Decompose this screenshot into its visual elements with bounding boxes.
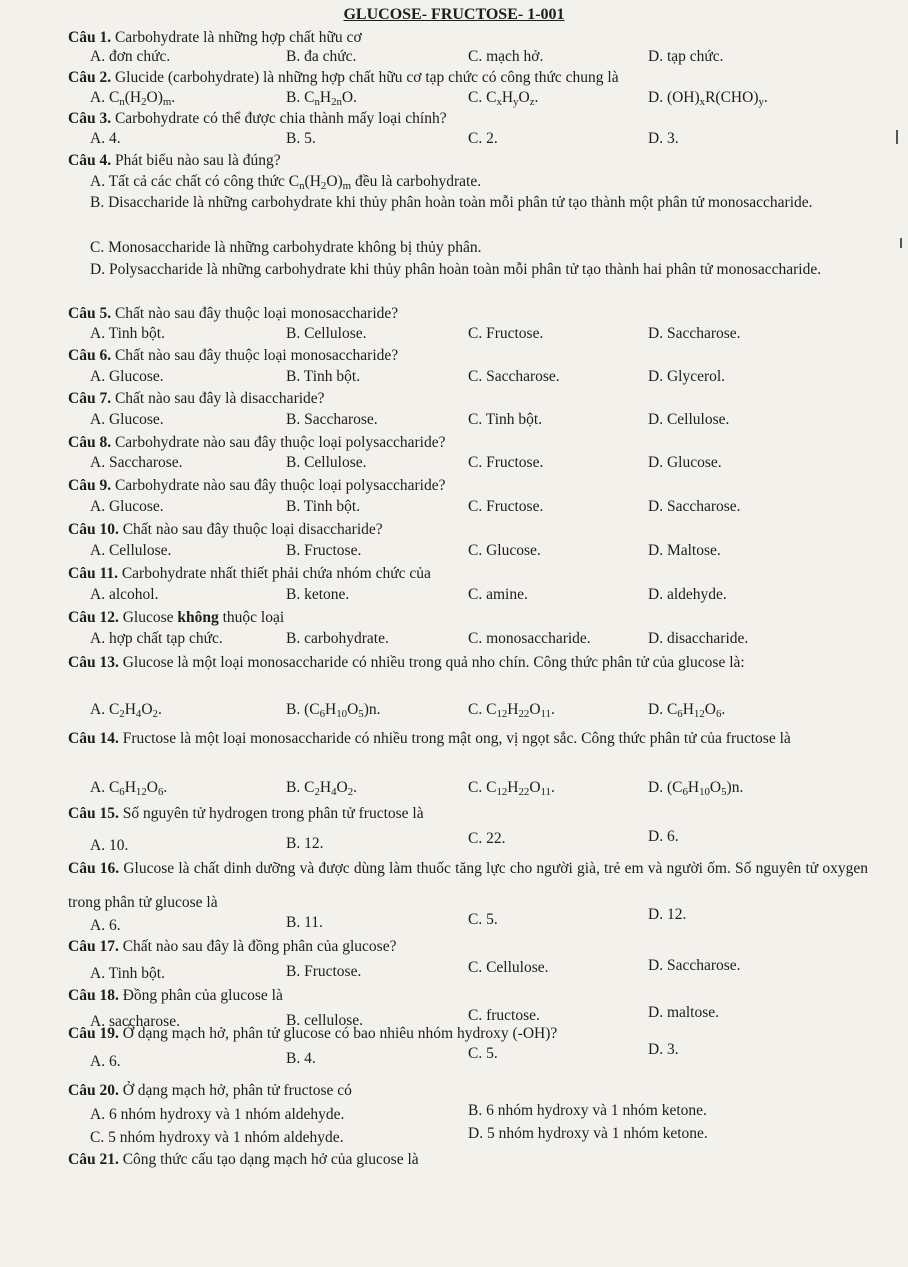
options-14 bbox=[90, 778, 868, 797]
margin-mark bbox=[900, 238, 902, 248]
option-b[interactable]: B. ketone. bbox=[286, 586, 350, 603]
options-20b bbox=[90, 1124, 868, 1146]
question-7: Câu 7. Chất nào sau đây là disaccharide? bbox=[68, 390, 325, 407]
option-b[interactable]: B. Fructose. bbox=[286, 542, 362, 559]
option-a[interactable]: A. $C_2H_4O_2$. bbox=[90, 701, 162, 720]
option-a[interactable]: A. alcohol. bbox=[90, 586, 159, 603]
option-c[interactable]: C. fructose. bbox=[468, 1007, 540, 1024]
options-8 bbox=[90, 453, 868, 472]
options-5 bbox=[90, 324, 868, 343]
option-d[interactable]: D. aldehyde. bbox=[648, 586, 727, 603]
option-d[interactable]: D. $C_6H_{12}O_6$. bbox=[648, 701, 726, 720]
option-d[interactable]: D. Glycerol. bbox=[648, 368, 726, 385]
options-3 bbox=[90, 129, 868, 148]
option-a[interactable]: A. 6 nhóm hydroxy và 1 nhóm aldehyde. bbox=[90, 1106, 345, 1123]
option-a[interactable]: A. 6. bbox=[90, 1053, 121, 1070]
options-12 bbox=[90, 629, 868, 648]
option-d[interactable]: D. 3. bbox=[648, 1041, 679, 1058]
option-c[interactable]: C. Glucose. bbox=[468, 542, 541, 559]
options-19 bbox=[90, 1041, 868, 1070]
option-b[interactable]: B. 6 nhóm hydroxy và 1 nhóm ketone. bbox=[468, 1102, 707, 1119]
option-b[interactable]: B. 4. bbox=[286, 1050, 316, 1067]
options-2 bbox=[90, 88, 868, 107]
option-c[interactable]: C. $C_xH_yO_z$. bbox=[468, 89, 539, 108]
question-14: Câu 14. Fructose là một loại monosaccharide có nhiều trong mật ong, vị ngọt sắc. Công thức phân tử của fructose là bbox=[68, 730, 791, 747]
options-15 bbox=[90, 827, 868, 854]
option-b[interactable]: B. Tinh bột. bbox=[286, 368, 361, 385]
option-b[interactable]: B. carbohydrate. bbox=[286, 630, 389, 647]
question-20: Câu 20. Ở dạng mạch hở, phân tử fructose có bbox=[68, 1082, 352, 1099]
question-19: Câu 19. Ở dạng mạch hở, phân tử glucose có bao nhiêu nhóm hydroxy (-OH)? bbox=[68, 1025, 558, 1042]
option-a[interactable]: A. Tinh bột. bbox=[90, 965, 165, 982]
option-d[interactable]: D. disaccharide. bbox=[648, 630, 749, 647]
option-d[interactable]: D. Saccharose. bbox=[648, 498, 741, 515]
option-b[interactable]: B. 5. bbox=[286, 130, 316, 147]
option-d[interactable]: D. Cellulose. bbox=[648, 411, 730, 428]
option-a[interactable]: A. Saccharose. bbox=[90, 454, 183, 471]
question-5: Câu 5. Chất nào sau đây thuộc loại monosaccharide? bbox=[68, 305, 399, 322]
option-b[interactable]: B. cellulose. bbox=[286, 1012, 364, 1029]
option-c[interactable]: C. 22. bbox=[468, 830, 506, 847]
options-17 bbox=[90, 957, 868, 982]
option-b[interactable]: B. Saccharose. bbox=[286, 411, 378, 428]
question-3: Câu 3. Carbohydrate có thể được chia thành mấy loại chính? bbox=[68, 110, 447, 127]
option-a[interactable]: A. $C_n(H_2O)_m$. bbox=[90, 89, 176, 108]
option-a[interactable]: A. Glucose. bbox=[90, 411, 164, 428]
question-8: Câu 8. Carbohydrate nào sau đây thuộc loại polysaccharide? bbox=[68, 434, 446, 451]
option-c[interactable]: C. Saccharose. bbox=[468, 368, 560, 385]
options-20a bbox=[90, 1101, 868, 1123]
option-c[interactable]: C. monosaccharide. bbox=[468, 630, 591, 647]
option-d[interactable]: D. Saccharose. bbox=[648, 957, 741, 974]
question-11: Câu 11. Carbohydrate nhất thiết phải chứa nhóm chức của bbox=[68, 565, 431, 582]
option-c[interactable]: C. Tinh bột. bbox=[468, 411, 543, 428]
option-a[interactable]: A. Tất cả các chất có công thức $C_n(H_2O)_m$ đều là carbohydrate. bbox=[90, 173, 482, 192]
option-b[interactable]: B. Tinh bột. bbox=[286, 498, 361, 515]
option-a[interactable]: A. Tinh bột. bbox=[90, 325, 165, 342]
option-d[interactable]: D. $(C_6H_{10}O_5)n$. bbox=[648, 779, 744, 798]
question-10: Câu 10. Chất nào sau đây thuộc loại disaccharide? bbox=[68, 521, 383, 538]
option-d[interactable]: D. Polysaccharide là những carbohydrate khi thủy phân hoàn toàn mỗi phân tử tạo thành hai phân tử monosaccharide. bbox=[90, 261, 822, 278]
option-c[interactable]: C. $C_{12}H_{22}O_{11}$. bbox=[468, 779, 555, 798]
option-d[interactable]: D. Saccharose. bbox=[648, 325, 741, 342]
option-a[interactable]: A. Glucose. bbox=[90, 498, 164, 515]
option-d[interactable]: D. Maltose. bbox=[648, 542, 721, 559]
page-title: GLUCOSE- FRUCTOSE- 1-001 bbox=[343, 6, 565, 23]
option-c[interactable]: C. Fructose. bbox=[468, 498, 544, 515]
option-c[interactable]: C. Cellulose. bbox=[468, 959, 549, 976]
question-15: Câu 15. Số nguyên tử hydrogen trong phân tử fructose là bbox=[68, 805, 424, 822]
option-b[interactable]: B. $(C_6H_{10}O_5)n$. bbox=[286, 701, 381, 720]
option-c[interactable]: C. amine. bbox=[468, 586, 528, 603]
options-1 bbox=[90, 47, 868, 66]
options-6 bbox=[90, 367, 868, 386]
option-d[interactable]: D. 12. bbox=[648, 906, 687, 923]
option-a[interactable]: A. đơn chức. bbox=[90, 48, 171, 65]
options-11 bbox=[90, 585, 868, 604]
question-9: Câu 9. Carbohydrate nào sau đây thuộc loại polysaccharide? bbox=[68, 477, 446, 494]
question-1: Câu 1. Carbohydrate là những hợp chất hữu cơ bbox=[68, 29, 362, 46]
option-b[interactable]: B. Cellulose. bbox=[286, 325, 367, 342]
option-a[interactable]: A. 4. bbox=[90, 130, 121, 147]
question-13: Câu 13. Glucose là một loại monosaccharide có nhiều trong quả nho chín. Công thức phân tử của glucose là: bbox=[68, 654, 745, 671]
option-b[interactable]: B. $C_2H_4O_2$. bbox=[286, 779, 357, 798]
question-21: Câu 21. Công thức cấu tạo dạng mạch hở của glucose là bbox=[68, 1151, 419, 1168]
option-d[interactable]: D. 6. bbox=[648, 828, 679, 845]
option-c[interactable]: C. 5. bbox=[468, 1045, 498, 1062]
options-18 bbox=[90, 1004, 868, 1030]
question-17: Câu 17. Chất nào sau đây là đồng phân của glucose? bbox=[68, 938, 397, 955]
option-b[interactable]: B. Fructose. bbox=[286, 963, 362, 980]
question-6: Câu 6. Chất nào sau đây thuộc loại monosaccharide? bbox=[68, 347, 399, 364]
option-c[interactable]: C. Fructose. bbox=[468, 325, 544, 342]
option-c[interactable]: C. $C_{12}H_{22}O_{11}$. bbox=[468, 701, 555, 720]
option-c[interactable]: C. mạch hở. bbox=[468, 48, 544, 65]
option-a[interactable]: A. 10. bbox=[90, 837, 129, 854]
option-c[interactable]: C. 2. bbox=[468, 130, 498, 147]
option-b[interactable]: B. 12. bbox=[286, 835, 324, 852]
options-13 bbox=[90, 700, 868, 719]
option-a[interactable]: A. 6. bbox=[90, 917, 121, 934]
question-12: Câu 12. Glucose không thuộc loại bbox=[68, 609, 285, 626]
margin-mark bbox=[896, 130, 898, 144]
options-7 bbox=[90, 410, 868, 429]
option-b[interactable]: B. 11. bbox=[286, 914, 323, 931]
option-c[interactable]: C. 5 nhóm hydroxy và 1 nhóm aldehyde. bbox=[90, 1129, 344, 1146]
option-c[interactable]: C. Fructose. bbox=[468, 454, 544, 471]
option-a[interactable]: A. Glucose. bbox=[90, 368, 164, 385]
option-d[interactable]: D. maltose. bbox=[648, 1004, 720, 1021]
option-b[interactable]: B. đa chức. bbox=[286, 48, 357, 65]
option-a[interactable]: A. Cellulose. bbox=[90, 542, 172, 559]
option-c[interactable]: C. 5. bbox=[468, 911, 498, 928]
option-d[interactable]: D. 3. bbox=[648, 130, 679, 147]
question-4: Câu 4. Phát biểu nào sau là đúng? bbox=[68, 152, 281, 169]
option-b[interactable]: B. Disaccharide là những carbohydrate khi thủy phân hoàn toàn mỗi phân tử tạo thành một phân tử monosaccharide. bbox=[90, 194, 813, 211]
question-18: Câu 18. Đồng phân của glucose là bbox=[68, 987, 283, 1004]
options-10 bbox=[90, 541, 868, 560]
option-d[interactable]: D. 5 nhóm hydroxy và 1 nhóm ketone. bbox=[468, 1125, 708, 1142]
option-a[interactable]: A. saccharose. bbox=[90, 1013, 180, 1030]
option-d[interactable]: D. tạp chức. bbox=[648, 48, 724, 65]
option-a[interactable]: A. hợp chất tạp chức. bbox=[90, 630, 223, 647]
option-d[interactable]: D. Glucose. bbox=[648, 454, 722, 471]
options-9 bbox=[90, 497, 868, 516]
option-b[interactable]: B. Cellulose. bbox=[286, 454, 367, 471]
option-a[interactable]: A. $C_6H_{12}O_6$. bbox=[90, 779, 168, 798]
option-b[interactable]: B. $C_nH_{2n}O$. bbox=[286, 89, 357, 108]
question-16: Câu 16. Glucose là chất dinh dưỡng và được dùng làm thuốc tăng lực cho người già, trẻ em và người ốm. Số nguyên tử oxygen trong phân tử glucose là bbox=[68, 860, 868, 911]
option-c[interactable]: C. Monosaccharide là những carbohydrate không bị thủy phân. bbox=[90, 239, 482, 256]
option-d[interactable]: D. $(OH)_xR(CHO)_y$. bbox=[648, 89, 768, 108]
options-16 bbox=[90, 906, 868, 934]
question-2: Câu 2. Glucide (carbohydrate) là những hợp chất hữu cơ tạp chức có công thức chung là bbox=[68, 69, 619, 86]
